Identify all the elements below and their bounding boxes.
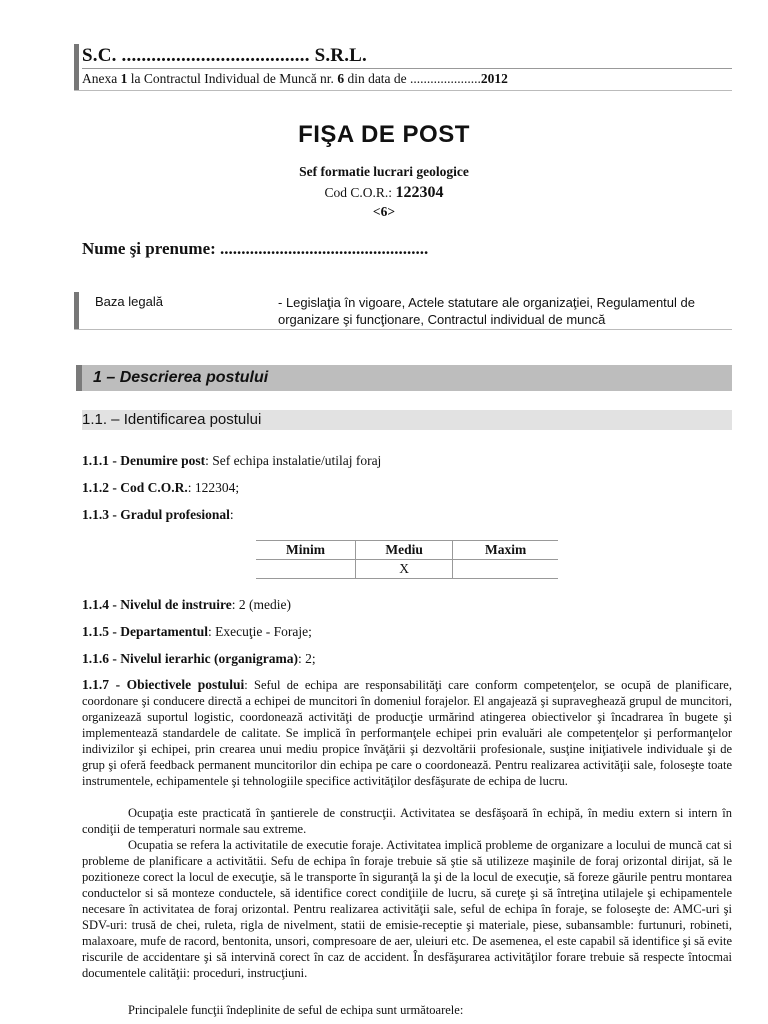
item-label: 1.1.3 - Gradul profesional — [82, 507, 230, 522]
paragraph-text: Ocupaţia este practicată în şantierele de construcţii. Activitatea se desfăşoară în echipă, în mediu extern si intern în condiţii de temperaturi normale sau extreme. — [82, 806, 732, 836]
anexa-line — [82, 71, 508, 87]
baza-legala-label: Baza legală — [95, 294, 163, 309]
paragraph-obiective — [82, 677, 732, 789]
item-nivel-ierarhic — [82, 651, 316, 667]
item-value: : 2 (medie) — [231, 597, 291, 612]
contract-number: 6 — [337, 71, 345, 86]
cod-cor-label: Cod C.O.R.: — [324, 185, 396, 200]
document-title: FIŞA DE POST — [298, 121, 470, 148]
baza-accent-bar — [74, 292, 79, 329]
paragraph-text: Ocupatia se refera la activitatile de executie foraje. Activitatea implică probleme de organizare a locului de muncă cat si probleme de planificare a activitătii. Sefu de echipa în foraje trebuie să ştie să utilizeze maşinile de foraj orizontal dirijat, să le pozitioneze corect la locul de execuţie, să le transporte în siguranţă la şi de la locul de execuţie, să foreze găurile pentru montarea conductelor si să monteze conductele, să identifice corect condiţiile de lucru, să cureţe şi să întreţina utilajele şi echipamentele necesare în activitatea de foraj orizontal. Pentru realizarea activităţii sale, seful de echipa în foraje, se foloseşte de: AMC-uri şi SDV-uri: trusă de chei, ruleta, rigla de nivelment, statii de emisie-receptie şi materiale, piese, subansamble: furtunuri, robineti, malaxoare, mufe de racord, bentonita, unsori, compresoare de aer, uleiuri etc. De asemenea, el este capabil să identifice şi să evite riscurile de accidentare şi să intervină corect în caz de accident. În desfăşurarea activităţilor forare trebuie să respecte întocmai documentele calităţii: proceduri, instrucţiuni. — [82, 838, 732, 980]
section-1-accent-bar — [76, 365, 82, 391]
section-1-heading: 1 – Descrierea postului — [93, 369, 269, 386]
job-title: Sef formatie lucrari geologice — [299, 164, 469, 179]
paragraph-text: Principalele funcţii îndeplinite de seful de echipa sunt următoarele: — [128, 1003, 464, 1017]
item-denumire-post — [82, 453, 381, 469]
baza-bottom-line — [74, 329, 732, 330]
header-bottom-line — [74, 90, 732, 91]
item-label: 1.1.5 - Departamentul — [82, 624, 208, 639]
item-label: 1.1.2 - Cod C.O.R. — [82, 480, 188, 495]
item-label: 1.1.4 - Nivelul de instruire — [82, 597, 232, 612]
item-nivel-instruire — [82, 597, 291, 613]
section-1-1-heading: 1.1. – Identificarea postului — [82, 411, 262, 428]
item-value: : 122304; — [187, 480, 240, 495]
company-name: S.C. ...................................... S.R.L. — [82, 45, 367, 66]
position-tag: <6> — [372, 204, 396, 219]
paragraph-activitati — [82, 837, 732, 981]
anexa-date: din data de ..................... — [344, 71, 481, 86]
name-field: Nume şi prenume: ................................................. — [82, 239, 429, 258]
baza-legala-text: - Legislaţia în vigoare, Actele statutare ale organizaţiei, Regulamentul de organizare şi funcţionare, Contractul individual de muncă — [278, 295, 695, 327]
grade-header-cell: Minim — [256, 541, 356, 560]
grade-header-cell: Maxim — [453, 541, 558, 560]
paragraph-functii — [82, 1002, 732, 1018]
item-label: 1.1.1 - Denumire post — [82, 453, 206, 468]
cod-cor-line — [0, 184, 768, 202]
grade-table-header — [256, 541, 558, 560]
cod-cor-value: 122304 — [395, 184, 444, 201]
anexa-prefix: Anexa — [82, 71, 121, 86]
item-value: : Execuţie - Foraje; — [207, 624, 312, 639]
grade-header-cell: Mediu — [356, 541, 453, 560]
item-label: 1.1.7 - Obiectivele postului — [82, 677, 245, 692]
item-cod-cor — [82, 480, 239, 496]
item-value: : — [229, 507, 234, 522]
grade-cell — [453, 560, 558, 579]
item-value: : 2; — [297, 651, 316, 666]
paragraph-text: : Seful de echipa are responsabilităţi care conform competenţelor, se ocupă de planificare, coordonare şi conducere directă a echipei de muncitori în domeniul forajelor. El angajează şi supraveghează grupul de muncitori, organizează suportul logistic, coordonează activităţi de producţie urmărind atingerea obiectivelor şi încadrarea în bugete şi implementează standardele de calitate. Se implică în performanţele echipei prin evaluări ale competenţelor şi performanţelor indivizilor şi echipei, prin crearea unui mediu propice învăţării şi dezvoltării profesionale, susţine iniţiativele individuale şi de grup şi oferă feedback permanent muncitorilor din echipa pe care o coordonează. Pentru realizarea activităţii sale, foloseşte toate instrumentele, echipamentele şi tehnologiile specifice activităţilor desfăşurate de echipa de lucru. — [82, 678, 732, 788]
item-grad-profesional — [82, 507, 234, 523]
item-departament — [82, 624, 312, 640]
grade-cell — [256, 560, 356, 579]
grade-cell: X — [356, 560, 453, 579]
item-value: : Sef echipa instalatie/utilaj foraj — [205, 453, 382, 468]
anexa-year: 2012 — [480, 71, 508, 86]
paragraph-ocupatie — [82, 805, 732, 837]
anexa-middle: la Contractul Individual de Muncă nr. — [127, 71, 338, 86]
item-label: 1.1.6 - Nivelul ierarhic (organigrama) — [82, 651, 298, 666]
grade-table-row — [256, 560, 558, 579]
header-divider — [82, 68, 732, 69]
anexa-number: 1 — [120, 71, 128, 86]
grade-table — [256, 540, 558, 579]
header-accent-bar — [74, 44, 79, 90]
